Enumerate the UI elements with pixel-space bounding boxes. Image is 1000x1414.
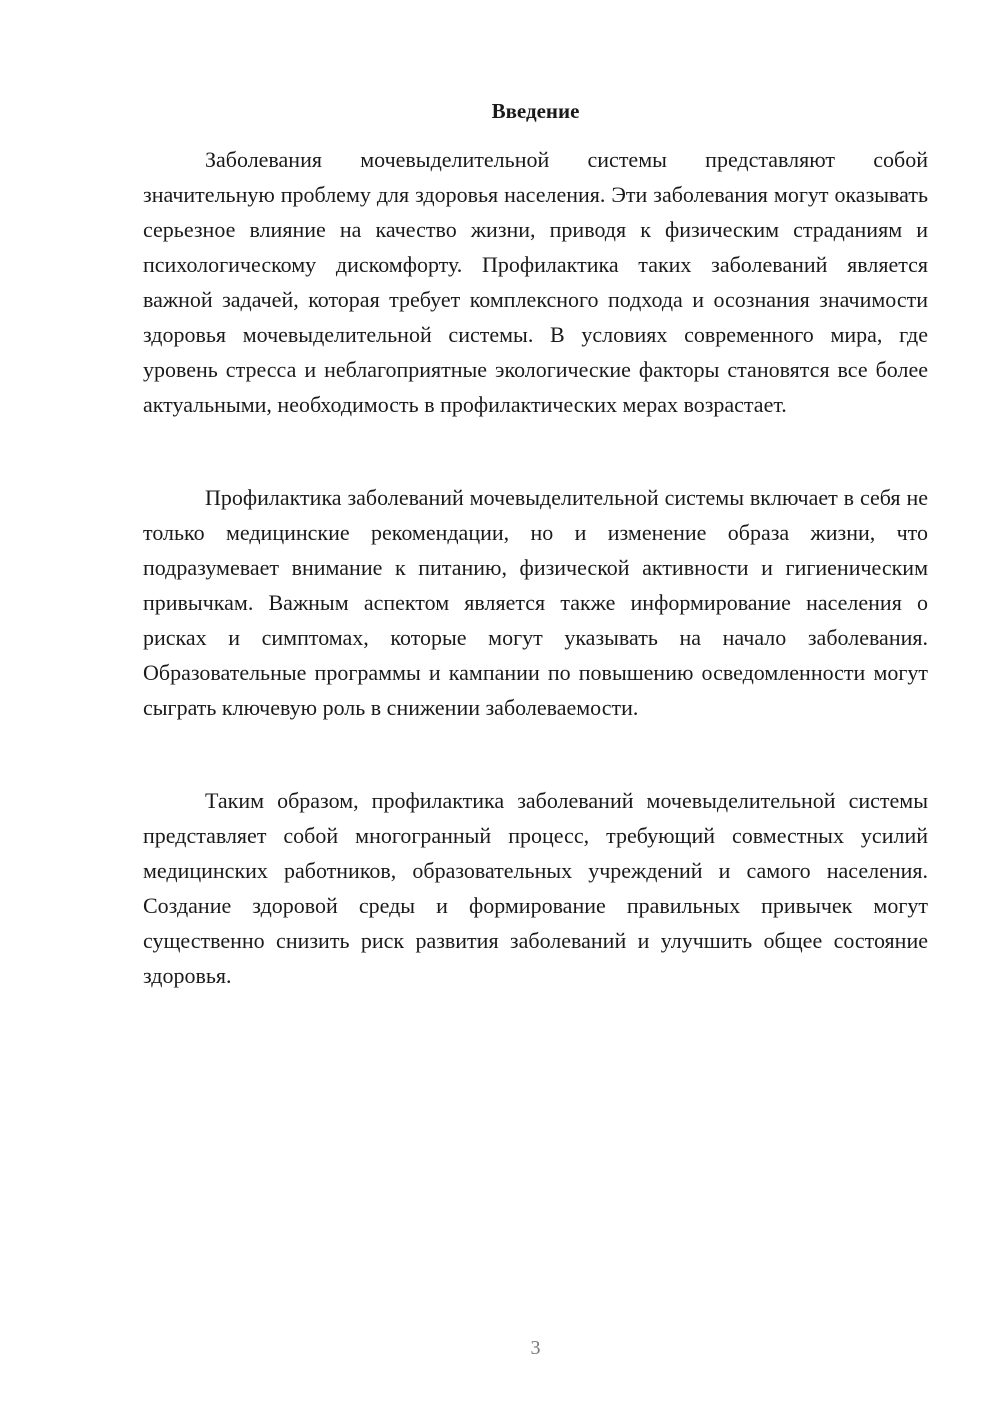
- paragraph-3: Таким образом, профилактика заболеваний мочевыделительной системы представляет собой многогранный процесс, требующий совместных усилий медицинских работников, образовательных учреждений и самого населения. Создание здоровой среды и формирование правильных привычек могут существенно снизить риск развития заболеваний и улучшить общее состояние здоровья.: [143, 788, 928, 988]
- page-title: Введение: [491, 99, 580, 123]
- paragraph-1: Заболевания мочевыделительной системы представляют собой значительную проблему для здоровья населения. Эти заболевания могут оказывать серьезное влияние на качество жизни, приводя к физическим страданиям и психологическому дискомфорту. Профилактика таких заболеваний является важной задачей, которая требует комплексного подхода и осознания значимости здоровья мочевыделительной системы. В условиях современного мира, где уровень стресса и неблагоприятные экологические факторы становятся все более актуальными, необходимость в профилактических мерах возрастает.: [143, 147, 928, 417]
- page-number: 3: [530, 1337, 541, 1359]
- paragraph-2: Профилактика заболеваний мочевыделительной системы включает в себя не только медицинские рекомендации, но и изменение образа жизни, что подразумевает внимание к питанию, физической активности и гигиеническим привычкам. Важным аспектом является также информирование населения о рисках и симптомах, которые могут указывать на начало заболевания. Образовательные программы и кампании по повышению осведомленности могут сыграть ключевую роль в снижении заболеваемости.: [143, 485, 928, 720]
